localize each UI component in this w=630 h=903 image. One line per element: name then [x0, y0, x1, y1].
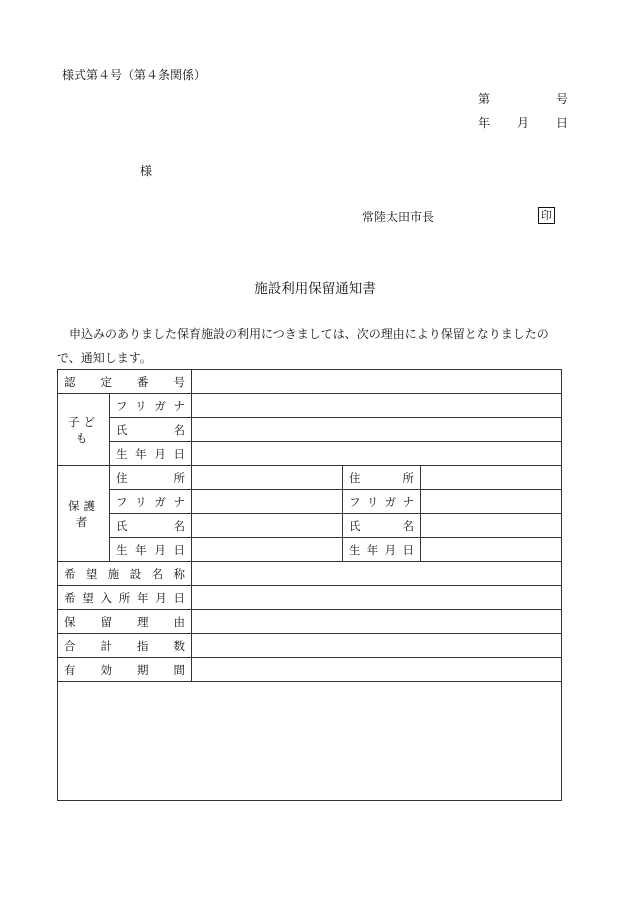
- cert-number-label: [58, 370, 192, 394]
- child-name-value: [192, 418, 562, 442]
- date-year: 年: [478, 116, 491, 130]
- table-row: [58, 658, 562, 682]
- facility-name-label: 希 望 施 設 名 称: [58, 562, 192, 586]
- notice-text-content: 申込みのありました保育施設の利用につきましては、次の理由により保留となりましたので、通知します。: [57, 327, 549, 365]
- entry-date-label: 希 望 入 所 年 月 日: [58, 586, 192, 610]
- child-birthdate-label: 生 年 月 日: [110, 442, 192, 466]
- total-index-value: [192, 634, 562, 658]
- guardian2-name-value: [421, 514, 562, 538]
- reason-value: [192, 610, 562, 634]
- number-suffix: 号: [555, 92, 568, 106]
- guardian2-furigana-label: フ リ ガ ナ: [343, 490, 421, 514]
- guardian2-furigana-value: [421, 490, 562, 514]
- reason-label: 保 留 理 由: [58, 610, 192, 634]
- child-group-label: 子ども: [58, 394, 110, 466]
- guardian-group-label: 保護者: [58, 466, 110, 562]
- guardian1-name-label: 氏 名: [110, 514, 192, 538]
- table-row: [58, 634, 562, 658]
- guardian2-address-value: [421, 466, 562, 490]
- entry-date-value: [192, 586, 562, 610]
- table-row: [58, 682, 562, 801]
- table-row: [58, 490, 562, 514]
- guardian1-address-value: [192, 466, 343, 490]
- number-prefix: 第: [478, 92, 491, 106]
- date-month: 月: [517, 116, 530, 130]
- guardian1-birthdate-value: [192, 538, 343, 562]
- child-birthdate-value: [192, 442, 562, 466]
- table-row: [58, 586, 562, 610]
- table-row: [58, 610, 562, 634]
- table-row: [58, 466, 562, 490]
- table-row: [58, 514, 562, 538]
- table-row: [58, 394, 562, 418]
- table-row: [58, 562, 562, 586]
- notice-table: [57, 369, 562, 801]
- recipient-honorific: 様: [140, 164, 153, 178]
- guardian2-birthdate-label: 生 年 月 日: [343, 538, 421, 562]
- label-text: 認 定 番 号: [64, 374, 185, 389]
- guardian2-birthdate-value: [421, 538, 562, 562]
- issuer-name: 常陸太田市長: [362, 210, 435, 224]
- table-row: [58, 418, 562, 442]
- table-row: [58, 442, 562, 466]
- guardian1-furigana-value: [192, 490, 343, 514]
- guardian2-address-label: 住 所: [343, 466, 421, 490]
- child-furigana-value: [192, 394, 562, 418]
- notice-text: [57, 322, 569, 370]
- table-row: [58, 538, 562, 562]
- validity-value: [192, 658, 562, 682]
- validity-label: 有 効 期 間: [58, 658, 192, 682]
- total-index-label: 合 計 指 数: [58, 634, 192, 658]
- child-furigana-label: フ リ ガ ナ: [110, 394, 192, 418]
- seal-mark: 印: [538, 207, 555, 224]
- guardian1-name-value: [192, 514, 343, 538]
- guardian2-name-label: 氏 名: [343, 514, 421, 538]
- table-row: [58, 370, 562, 394]
- document-title: 施設利用保留通知書: [254, 281, 376, 297]
- facility-name-value: [192, 562, 562, 586]
- guardian1-furigana-label: フ リ ガ ナ: [110, 490, 192, 514]
- child-name-label: 氏 名: [110, 418, 192, 442]
- guardian1-address-label: 住 所: [110, 466, 192, 490]
- cert-number-value: [192, 370, 562, 394]
- remarks-area: [58, 682, 562, 801]
- guardian1-birthdate-label: 生 年 月 日: [110, 538, 192, 562]
- date-day: 日: [555, 116, 568, 130]
- form-identifier: 様式第４号（第４条関係）: [62, 68, 207, 82]
